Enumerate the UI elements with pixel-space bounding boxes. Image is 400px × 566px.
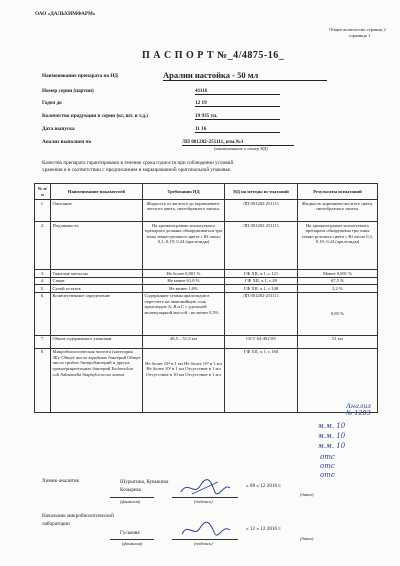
row-method: ОСТ 64-492-85 <box>225 335 298 348</box>
row-method: ГФ XII, ч.1, с.121 <box>225 270 298 278</box>
field-label-expiry: Годен до <box>42 100 62 106</box>
row-number: 5. <box>35 285 51 293</box>
row-method: ГФ XII, ч.1, с.160 <box>225 348 298 412</box>
row-result: 67,5 % <box>298 277 378 285</box>
signature-scribble-icon <box>180 520 232 540</box>
row-result: Менее 0,001 % <box>298 270 378 278</box>
page-count-note: Общее количество страниц 2 <box>329 27 386 32</box>
row-indicator: Количественное определение <box>51 292 143 335</box>
guarantee-line-1: Качество препарата гарантировано в течение срока годности при соблюдении условий <box>42 160 234 166</box>
field-label-analysis: Анализ выполнен по <box>42 139 92 145</box>
date-caption: (дата) <box>300 492 314 497</box>
row-result: 0,85 % <box>298 292 378 335</box>
row-requirement: Не более 10⁴ в 1 мл Не более 10² в 1 мл Не более 10² в 1 мл Отсутствие в 1 мл Отсутствие в 10 мл Отсутствие в 1 мл <box>143 348 225 412</box>
header-requirement: Требования НД <box>143 184 225 200</box>
analysis-caption: (наименование и номер НД) <box>214 146 269 151</box>
row-indicator: Описание <box>51 200 143 222</box>
table-row <box>35 277 378 285</box>
signature-date-micro: « 12 » 12 2016 г. <box>246 526 282 532</box>
handwritten-result: отс <box>320 462 335 470</box>
handwritten-result: отс <box>320 471 335 479</box>
table-row <box>35 348 378 412</box>
row-number: 3. <box>35 270 51 278</box>
handwritten-result: м.м. 10 <box>318 442 346 450</box>
header-method: НД на методы ис-пытаний <box>225 184 298 200</box>
date-caption: (дата) <box>300 536 314 541</box>
row-indicator: Микробиологическая чистота (категория 3Б): Общее число аэробных бактерий Общее число грибов Энтеробактерий и других грамотрицательных бактерий Escherichia coli Salmonella Staphylococcus aureus <box>51 348 143 412</box>
row-number: 4. <box>35 277 51 285</box>
field-value-expiry: 12 19 <box>195 100 280 107</box>
row-result: 2,2 % <box>298 285 378 293</box>
field-value-analysis: ЛП 001282-251111, изм.№1 <box>182 139 294 146</box>
table-row <box>35 270 378 278</box>
row-indicator: Подлинность <box>51 222 143 270</box>
row-indicator: Тяжелые металлы <box>51 270 143 278</box>
row-result: Жидкость коричнево-желтого цвета, своеобразного запаха. <box>298 200 378 222</box>
table-row <box>35 200 378 222</box>
field-value-series: 41116 <box>195 88 280 95</box>
row-method: ГФ XII, ч.1, с.49 <box>225 277 298 285</box>
row-requirement: На хроматограмме испытуемого препарата должны обнаруживаться три зоны темно-розового цвета с Rf около 0,1; 0,19; 0,24 (аралозиды) <box>143 222 225 270</box>
page-number-note: страница 1 <box>349 33 371 38</box>
row-result: 51 мл <box>298 335 378 348</box>
row-number: 2. <box>35 222 51 270</box>
field-label-release-date: Дата выпуска <box>42 126 75 132</box>
handwritten-result: м.м. 10 <box>318 422 346 430</box>
name-line <box>110 539 154 540</box>
header-indicator: Наименование показателей <box>51 184 143 200</box>
handwritten-result: отс <box>320 453 335 461</box>
name-caption: (фамилия) <box>120 499 141 504</box>
handwritten-analysis-number: Анализ № 1203 <box>346 402 371 417</box>
row-method: ЛП 001282-251111 <box>225 200 298 222</box>
table-header-row <box>35 184 378 200</box>
row-indicator: Сухой остаток <box>51 285 143 293</box>
table-row <box>35 335 378 348</box>
field-label-quantity: Количество продукции в серии (кг, шт. и т.д.) <box>42 113 149 119</box>
signature-line <box>172 497 238 498</box>
row-indicator: Объем содержимого упаковки <box>51 335 143 348</box>
name-line <box>110 497 154 498</box>
header-result: Результаты испытаний <box>298 184 378 200</box>
field-value-product: Аралии настойка - 50 мл <box>163 70 327 81</box>
row-number: 6. <box>35 292 51 335</box>
row-number: 1. <box>35 200 51 222</box>
field-value-release-date: 11 16 <box>195 126 280 133</box>
row-requirement: Не более 0,001 % <box>143 270 225 278</box>
table-row <box>35 292 378 335</box>
field-label-series: Номер серии (партии) <box>42 88 94 94</box>
row-requirement: Содержание суммы аралозидов в пересчете на аммонийную соль аралозидов А, В и С с удельной молекулярной массой - не менее 0,5% <box>143 292 225 335</box>
signature-caption: (подпись) <box>194 541 213 546</box>
table-row <box>35 285 378 293</box>
signature-scribble-icon <box>178 476 234 498</box>
header-number: № п/п <box>35 184 51 200</box>
table-row <box>35 222 378 270</box>
row-result: На хроматограмме испытуемого препарата обнаружены три зоны темно-розового цвета с Rf около 0,1; 0,19; 0,24 (аралозиды) <box>298 222 378 270</box>
signature-date-chemist: « 08 » 12 2016 г. <box>246 483 282 489</box>
row-requirement: 48,5 – 51,5 мл <box>143 335 225 348</box>
signature-caption: (подпись) <box>194 499 213 504</box>
row-method: ЛП 001282-251111 <box>225 292 298 335</box>
signatory-name-chemist: Шурыгина, Кувыкина Козырева <box>120 479 169 493</box>
row-requirement: Не менее 61,0 % <box>143 277 225 285</box>
row-requirement: Жидкость от желтого до коричневато-желтого цвета, своеобразного запаха. <box>143 200 225 222</box>
row-requirement: Не менее 1,0% <box>143 285 225 293</box>
signatory-role-chemist: Химик-аналитик <box>42 478 80 484</box>
handwritten-result: м.м. 10 <box>318 432 346 440</box>
signatory-name-micro: Гуськова <box>120 530 140 536</box>
name-caption: (фамилия) <box>122 541 143 546</box>
field-label-product: Наименование препарата по НД <box>42 73 118 79</box>
row-method: ГФ XII, ч.1, с.148 <box>225 285 298 293</box>
document-title: П А С П О Р Т №_4/4875-16_ <box>142 50 285 61</box>
field-value-quantity: 19 935 уп. <box>195 113 280 120</box>
guarantee-line-2: хранения и в соответствии с предписанием в маркированной оригинальной упаковке. <box>42 167 232 173</box>
signature-line <box>172 539 238 540</box>
row-indicator: Спирт <box>51 277 143 285</box>
row-number: 7. <box>35 335 51 348</box>
specification-table <box>34 183 378 413</box>
row-method: ЛП 001282-251111 <box>225 222 298 270</box>
company-name: ОАО «ДАЛЬХИМФАРМ» <box>35 11 96 17</box>
row-number: 8. <box>35 348 51 412</box>
signatory-role-micro: Начальник микробиологической лаборатории <box>42 513 114 527</box>
